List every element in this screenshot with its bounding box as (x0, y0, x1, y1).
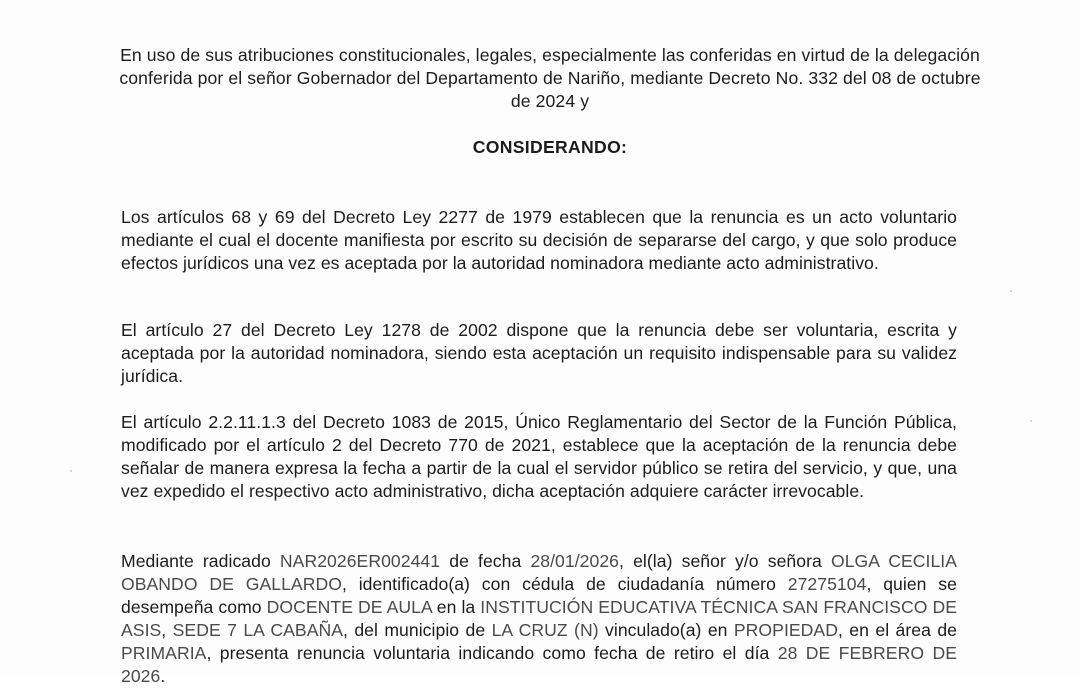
text-fragment: , quien se desempeña como (121, 574, 957, 617)
paragraph-decreto-2277: Los artículos 68 y 69 del Decreto Ley 2277 de 1979 establecen que la renuncia es un acto voluntario mediante el cual el docente manifiesta por escrito su decisión de separarse del cargo, y que solo produce efectos jurídicos una vez es aceptada por la autoridad nominadora mediante acto administrativo. (121, 207, 957, 273)
paragraph-resignation (121, 550, 957, 688)
id-number: 27275104 (787, 574, 867, 594)
text-fragment: , del municipio de (343, 620, 492, 640)
text-fragment: , (161, 620, 173, 640)
subject-area: PRIMARIA (121, 643, 207, 663)
text-fragment: vinculado(a) en (598, 620, 734, 640)
municipality: LA CRUZ (N) (491, 620, 599, 640)
text-fragment: , el(la) señor y/o señora (619, 551, 831, 571)
retirement-date: 28 DE FEBRERO DE 2026 (121, 643, 957, 686)
radicado-number: NAR2026ER002441 (279, 551, 441, 571)
employment-status: PROPIEDAD (733, 620, 838, 640)
scan-speck (70, 470, 72, 472)
text-fragment: . (160, 666, 166, 686)
scan-speck (1010, 290, 1012, 292)
intro-paragraph: En uso de sus atribuciones constitucionales, legales, especialmente las conferidas en virtud de la delegación conferida por el señor Gobernador del Departamento de Nariño, mediante Decreto No. 332 del 08 de octubre de 2024 y (119, 45, 981, 111)
text-fragment: de fecha (440, 551, 531, 571)
text-fragment: , presenta renuncia voluntaria indicando como fecha de retiro el día (206, 643, 778, 663)
section-heading: CONSIDERANDO: (472, 137, 628, 157)
radicado-date: 28/01/2026 (530, 551, 620, 571)
institution-name: INSTITUCIÓN EDUCATIVA TÉCNICA SAN FRANCISCO DE ASIS (121, 597, 957, 640)
text-fragment: , identificado(a) con cédula de ciudadanía número (341, 574, 788, 594)
scan-speck (1030, 420, 1032, 422)
position-title: DOCENTE DE AULA (266, 597, 432, 617)
text-fragment: Mediante radicado (121, 551, 280, 571)
paragraph-decreto-1083: El artículo 2.2.11.1.3 del Decreto 1083 de 2015, Único Reglamentario del Sector de la Función Pública, modificado por el artículo 2 del Decreto 770 de 2021, establece que la aceptación de la renuncia debe señalar de manera expresa la fecha a partir de la cual el servidor público se retira del servicio, y que, una vez expedido el respectivo acto administrativo, dicha aceptación adquiere carácter irrevocable. (121, 412, 957, 501)
text-fragment: , en el área de (837, 620, 957, 640)
paragraph-decreto-1278: El artículo 27 del Decreto Ley 1278 de 2002 dispone que la renuncia debe ser voluntaria, escrita y aceptada por la autoridad nominadora, siendo esta aceptación un requisito indispensable para su validez jurídica. (121, 320, 957, 386)
teacher-name: OLGA CECILIA OBANDO DE GALLARDO (121, 551, 958, 594)
campus-name: SEDE 7 LA CABAÑA (172, 620, 344, 640)
text-fragment: en la (431, 597, 481, 617)
